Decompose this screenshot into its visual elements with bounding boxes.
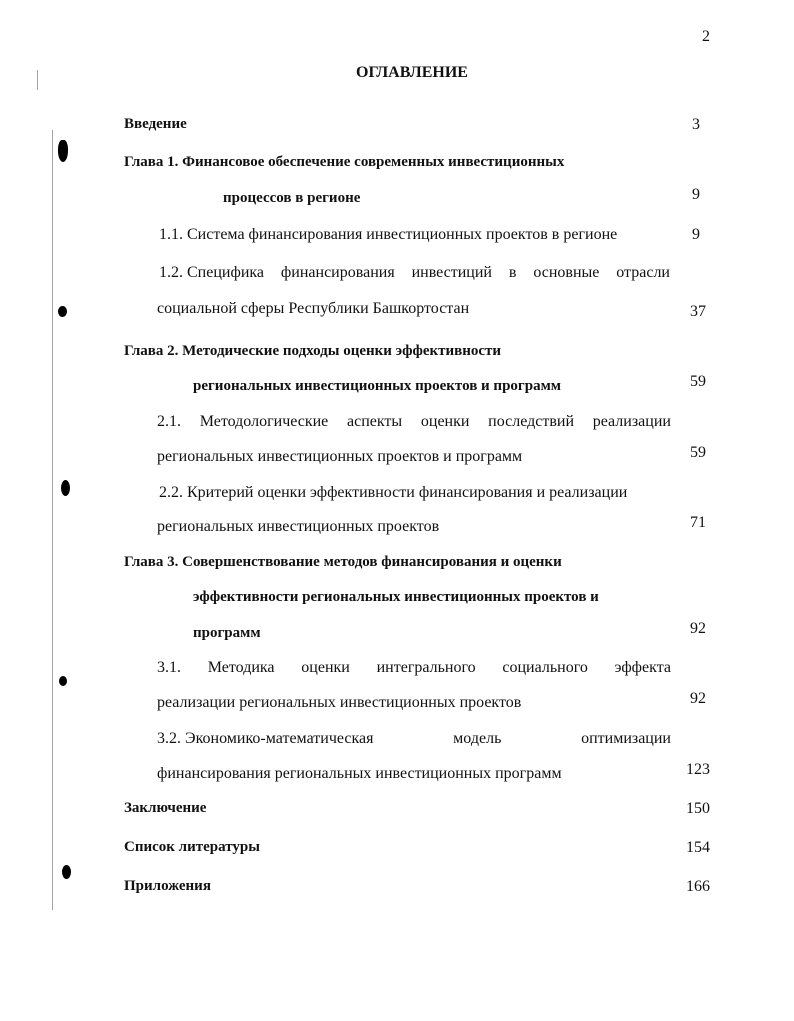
toc-s32-w2: модель xyxy=(453,730,502,747)
scan-blot-5 xyxy=(62,865,71,879)
toc-ch3-line2: эффективности региональных инвестиционных проектов и xyxy=(193,589,599,605)
toc-ch1-page: 9 xyxy=(692,186,700,203)
toc-s12-page: 37 xyxy=(690,303,706,320)
page-number: 2 xyxy=(702,28,710,45)
toc-s21-w2: Методологические xyxy=(199,413,329,430)
toc-s32-w1: 3.2. Экономико-математическая xyxy=(157,730,374,747)
toc-s32-line2: финансирования региональных инвестиционных программ xyxy=(157,765,562,782)
toc-appendices-label: Приложения xyxy=(124,878,211,894)
toc-ch2-line1: Глава 2. Методические подходы оценки эффективности xyxy=(124,343,502,359)
page-title: ОГЛАВЛЕНИЕ xyxy=(356,64,468,81)
toc-ch3-line3: программ xyxy=(193,625,261,641)
toc-s21-line2: региональных инвестиционных проектов и программ xyxy=(157,448,523,465)
toc-s32-line1 xyxy=(157,730,671,748)
toc-ch1-line1: Глава 1. Финансовое обеспечение современных инвестиционных xyxy=(124,154,565,170)
toc-s31-w3: оценки xyxy=(301,659,350,676)
toc-s12-w1: 1.2. Специфика xyxy=(159,264,265,281)
toc-s21-w3: аспекты xyxy=(347,413,403,430)
toc-ch2-line2: региональных инвестиционных проектов и программ xyxy=(193,378,562,394)
toc-s31-page: 92 xyxy=(690,690,706,707)
toc-s31-line2: реализации региональных инвестиционных проектов xyxy=(157,694,522,711)
toc-s31-w4: интегрального xyxy=(376,659,476,676)
toc-s21-line1 xyxy=(157,413,671,431)
toc-ch1-line2: процессов в регионе xyxy=(223,190,361,206)
toc-s31-w5: социального xyxy=(502,659,588,676)
toc-intro-label: Введение xyxy=(124,116,187,132)
toc-references-label: Список литературы xyxy=(124,839,260,855)
toc-s21-w4: оценки xyxy=(420,413,470,430)
toc-s21-w5: последствий xyxy=(488,413,575,430)
toc-s11-text: 1.1. Система финансирования инвестиционных проектов в регионе xyxy=(159,226,618,243)
toc-s21-page: 59 xyxy=(690,444,706,461)
toc-s31-line1 xyxy=(157,659,671,677)
toc-s31-w2: Методика xyxy=(207,659,275,676)
toc-s22-line1: 2.2. Критерий оценки эффективности финансирования и реализации xyxy=(159,484,628,501)
toc-s12-line2: социальной сферы Республики Башкортостан xyxy=(157,300,470,317)
toc-s31-w6: эффекта xyxy=(614,659,671,676)
toc-s11-page: 9 xyxy=(692,226,700,243)
scan-blot-3 xyxy=(61,480,70,496)
toc-s12-w6: отрасли xyxy=(616,264,670,281)
toc-s21-w6: реализации xyxy=(592,413,671,430)
scan-blot-1 xyxy=(58,140,68,162)
toc-s21-w1: 2.1. xyxy=(157,413,181,430)
toc-appendices-page: 166 xyxy=(686,878,710,895)
toc-s32-page: 123 xyxy=(686,761,710,778)
toc-s12-w4: в xyxy=(508,264,517,281)
toc-conclusion-page: 150 xyxy=(686,800,710,817)
toc-ch2-page: 59 xyxy=(690,373,706,390)
toc-s22-line2: региональных инвестиционных проектов xyxy=(157,518,440,535)
toc-intro-page: 3 xyxy=(692,116,700,133)
toc-s22-page: 71 xyxy=(690,514,706,531)
toc-s12-line1 xyxy=(159,264,670,282)
scan-margin-line xyxy=(52,130,53,910)
toc-s12-w2: финансирования xyxy=(280,264,395,281)
toc-references-page: 154 xyxy=(686,839,710,856)
toc-s12-w5: основные xyxy=(533,264,600,281)
toc-s31-w1: 3.1. xyxy=(157,659,181,676)
toc-s32-w3: оптимизации xyxy=(581,730,671,747)
toc-ch3-page: 92 xyxy=(690,620,706,637)
scan-blot-4 xyxy=(59,676,67,686)
toc-ch3-line1: Глава 3. Совершенствование методов финансирования и оценки xyxy=(124,554,562,570)
toc-s12-w3: инвестиций xyxy=(411,264,492,281)
scan-blot-2 xyxy=(58,306,67,317)
toc-conclusion-label: Заключение xyxy=(124,800,207,816)
